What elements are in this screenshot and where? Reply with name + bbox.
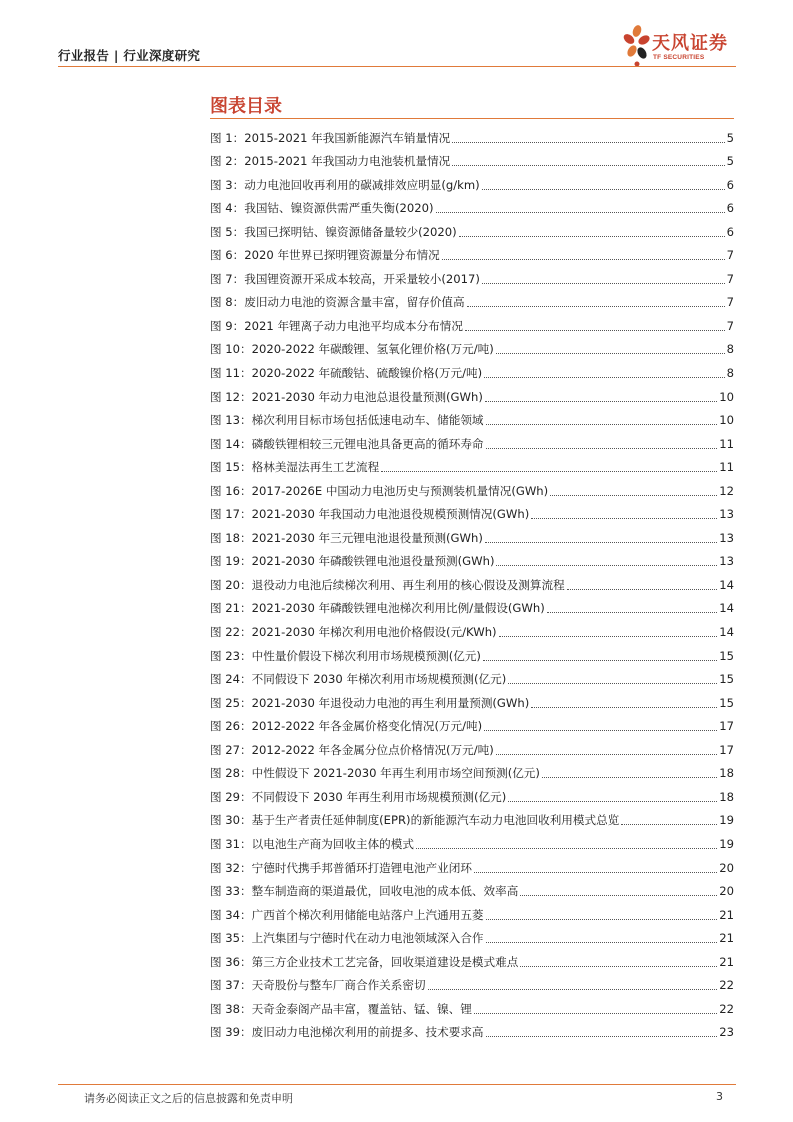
toc-entry-label: 图 27：2012-2022 年各金属分位点价格情况(万元/吨)	[210, 742, 494, 757]
toc-dot-leader	[483, 660, 717, 661]
toc-entry[interactable]	[210, 758, 734, 782]
toc-entry[interactable]	[210, 640, 734, 664]
toc-entry-page: 14	[719, 601, 734, 616]
toc-entry-label: 图 30：基于生产者责任延伸制度(EPR)的新能源汽车动力电池回收利用模式总览	[210, 813, 620, 828]
toc-entry-page: 13	[719, 554, 734, 569]
toc-entry-page: 6	[726, 224, 734, 239]
toc-dot-leader	[459, 236, 725, 237]
toc-entry-label: 图 12：2021-2030 年动力电池总退役量预测(GWh)	[210, 389, 483, 404]
toc-dot-leader	[381, 471, 717, 472]
brand-logo	[622, 24, 742, 70]
toc-entry[interactable]	[210, 805, 734, 829]
toc-entry[interactable]	[210, 452, 734, 476]
toc-entry-page: 22	[719, 978, 734, 993]
toc-entry[interactable]	[210, 828, 734, 852]
toc-dot-leader	[486, 424, 718, 425]
toc-entry-page: 19	[719, 836, 734, 851]
toc-dot-leader	[531, 707, 717, 708]
toc-entry-page: 7	[726, 248, 734, 263]
toc-entry-label: 图 35：上汽集团与宁德时代在动力电池领域深入合作	[210, 931, 484, 946]
toc-dot-leader	[508, 801, 717, 802]
toc-entry-page: 5	[726, 154, 734, 169]
toc-dot-leader	[496, 754, 717, 755]
toc-entry-label: 图 21：2021-2030 年磷酸铁锂电池梯次利用比例/量假设(GWh)	[210, 601, 545, 616]
toc-entry-label: 图 18：2021-2030 年三元锂电池退役量预测(GWh)	[210, 530, 483, 545]
toc-dot-leader	[428, 989, 718, 990]
toc-entry-page: 15	[719, 695, 734, 710]
toc-entry-label: 图 14：磷酸铁锂相较三元锂电池具备更高的循环寿命	[210, 436, 484, 451]
toc-entry[interactable]	[210, 923, 734, 947]
toc-entry-label: 图 4：我国钴、镍资源供需严重失衡(2020)	[210, 201, 434, 216]
toc-entry[interactable]	[210, 263, 734, 287]
toc-entry-page: 7	[726, 318, 734, 333]
toc-dot-leader	[484, 377, 724, 378]
toc-dot-leader	[436, 212, 725, 213]
toc-entry-page: 21	[719, 907, 734, 922]
toc-entry[interactable]	[210, 687, 734, 711]
toc-entry-page: 18	[719, 789, 734, 804]
toc-entry[interactable]	[210, 357, 734, 381]
toc-entry[interactable]	[210, 240, 734, 264]
toc-entry-label: 图 37：天奇股份与整车厂商合作关系密切	[210, 978, 426, 993]
toc-entry[interactable]	[210, 334, 734, 358]
toc-dot-leader	[486, 1036, 718, 1037]
toc-dot-leader	[485, 401, 717, 402]
toc-entry[interactable]	[210, 616, 734, 640]
toc-entry-page: 17	[719, 719, 734, 734]
toc-entry[interactable]	[210, 546, 734, 570]
toc-dot-leader	[486, 448, 718, 449]
toc-entry-page: 6	[726, 201, 734, 216]
toc-entry-page: 17	[719, 742, 734, 757]
toc-entry[interactable]	[210, 193, 734, 217]
toc-entry[interactable]	[210, 593, 734, 617]
toc-entry-page: 15	[719, 648, 734, 663]
header-divider	[58, 66, 736, 67]
toc-entry[interactable]	[210, 122, 734, 146]
toc-entry[interactable]	[210, 946, 734, 970]
toc-entry[interactable]	[210, 169, 734, 193]
toc-entry[interactable]	[210, 216, 734, 240]
toc-entry-page: 23	[719, 1025, 734, 1040]
toc-dot-leader	[442, 259, 725, 260]
toc-entry-label: 图 8：废旧动力电池的资源含量丰富，留存价值高	[210, 295, 465, 310]
toc-dot-leader	[542, 777, 717, 778]
toc-entry-label: 图 7：我国锂资源开采成本较高，开采量较小(2017)	[210, 271, 480, 286]
toc-entry[interactable]	[210, 970, 734, 994]
toc-dot-leader	[474, 872, 717, 873]
toc-entry[interactable]	[210, 428, 734, 452]
toc-entry-page: 12	[719, 483, 734, 498]
toc-entry-label: 图 13：梯次利用目标市场包括低速电动车、储能领域	[210, 413, 484, 428]
footer-disclaimer: 请务必阅读正文之后的信息披露和免责申明	[84, 1092, 293, 1105]
toc-entry[interactable]	[210, 852, 734, 876]
toc-entry[interactable]	[210, 405, 734, 429]
toc-entry-label: 图 24：不同假设下 2030 年梯次利用市场规模预测(亿元)	[210, 672, 507, 687]
toc-entry[interactable]	[210, 381, 734, 405]
toc-dot-leader	[486, 919, 718, 920]
footer-divider	[58, 1084, 736, 1085]
toc-entry[interactable]	[210, 781, 734, 805]
toc-entry[interactable]	[210, 146, 734, 170]
toc-entry-page: 21	[719, 931, 734, 946]
toc-entry-label: 图 20：退役动力电池后续梯次利用、再生利用的核心假设及测算流程	[210, 577, 565, 592]
toc-dot-leader	[465, 330, 725, 331]
toc-entry-page: 13	[719, 530, 734, 545]
flower-logo-icon	[622, 24, 652, 68]
toc-entry-label: 图 19：2021-2030 年磷酸铁锂电池退役量预测(GWh)	[210, 554, 495, 569]
toc-entry[interactable]	[210, 899, 734, 923]
toc-list	[210, 122, 734, 1040]
toc-entry-page: 5	[726, 130, 734, 145]
toc-entry[interactable]	[210, 711, 734, 735]
toc-entry-label: 图 15：格林美湿法再生工艺流程	[210, 460, 380, 475]
toc-entry-label: 图 25：2021-2030 年退役动力电池的再生利用量预测(GWh)	[210, 695, 530, 710]
toc-entry-label: 图 31：以电池生产商为回收主体的模式	[210, 836, 414, 851]
toc-entry-page: 6	[726, 177, 734, 192]
toc-entry-page: 21	[719, 954, 734, 969]
toc-dot-leader	[452, 165, 724, 166]
toc-dot-leader	[567, 589, 718, 590]
report-category: 行业报告 | 行业深度研究	[58, 48, 201, 63]
toc-dot-leader	[496, 565, 717, 566]
toc-entry-label: 图 3：动力电池回收再利用的碳减排效应明显(g/km)	[210, 177, 480, 192]
toc-title: 图表目录	[210, 96, 282, 117]
toc-entry-page: 13	[719, 507, 734, 522]
toc-dot-leader	[482, 189, 725, 190]
toc-entry[interactable]	[210, 876, 734, 900]
toc-entry-label: 图 32：宁德时代携手邦普循环打造锂电池产业闭环	[210, 860, 472, 875]
toc-dot-leader	[416, 848, 717, 849]
toc-entry-label: 图 6：2020 年世界已探明锂资源量分布情况	[210, 248, 440, 263]
toc-entry-page: 11	[719, 460, 734, 475]
toc-entry[interactable]	[210, 499, 734, 523]
toc-dot-leader	[520, 895, 717, 896]
toc-entry-page: 10	[719, 389, 734, 404]
toc-entry[interactable]	[210, 993, 734, 1017]
toc-dot-leader	[452, 142, 724, 143]
toc-dot-leader	[486, 942, 718, 943]
toc-entry-label: 图 5：我国已探明钴、镍资源储备量较少(2020)	[210, 224, 457, 239]
toc-entry-label: 图 28：中性假设下 2021-2030 年再生利用市场空间预测(亿元)	[210, 766, 540, 781]
toc-entry-page: 10	[719, 413, 734, 428]
toc-entry-label: 图 1：2015-2021 年我国新能源汽车销量情况	[210, 130, 451, 145]
toc-dot-leader	[621, 824, 717, 825]
toc-entry-label: 图 22：2021-2030 年梯次利用电池价格假设(元/KWh)	[210, 625, 497, 640]
toc-entry-label: 图 9：2021 年锂离子动力电池平均成本分布情况	[210, 318, 463, 333]
toc-dot-leader	[485, 542, 717, 543]
page-number: 3	[716, 1090, 723, 1103]
toc-entry[interactable]	[210, 475, 734, 499]
toc-entry-page: 14	[719, 625, 734, 640]
toc-dot-leader	[496, 353, 725, 354]
toc-dot-leader	[467, 306, 725, 307]
toc-entry-label: 图 29：不同假设下 2030 年再生利用市场规模预测(亿元)	[210, 789, 507, 804]
toc-entry[interactable]	[210, 1017, 734, 1041]
toc-entry-page: 20	[719, 860, 734, 875]
toc-dot-leader	[550, 495, 717, 496]
toc-title-divider	[210, 118, 734, 119]
toc-dot-leader	[484, 730, 717, 731]
toc-entry-page: 15	[719, 672, 734, 687]
toc-entry-label: 图 39：废旧动力电池梯次利用的前提多、技术要求高	[210, 1025, 484, 1040]
toc-entry-label: 图 2：2015-2021 年我国动力电池装机量情况	[210, 154, 451, 169]
toc-entry-page: 22	[719, 1001, 734, 1016]
toc-entry[interactable]	[210, 310, 734, 334]
toc-dot-leader	[520, 966, 717, 967]
toc-entry-label: 图 33：整车制造商的渠道最优，回收电池的成本低、效率高	[210, 884, 519, 899]
toc-entry-page: 8	[726, 366, 734, 381]
toc-dot-leader	[474, 1013, 717, 1014]
toc-entry-page: 7	[726, 271, 734, 286]
toc-entry[interactable]	[210, 734, 734, 758]
toc-dot-leader	[499, 636, 718, 637]
brand-name-en: TF SECURITIES	[653, 54, 705, 61]
toc-entry-label: 图 16：2017-2026E 中国动力电池历史与预测装机量情况(GWh)	[210, 483, 549, 498]
toc-entry-label: 图 23：中性量价假设下梯次利用市场规模预测(亿元)	[210, 648, 481, 663]
toc-dot-leader	[482, 283, 725, 284]
brand-name-cn: 天风证券	[652, 33, 728, 54]
toc-entry-label: 图 26：2012-2022 年各金属价格变化情况(万元/吨)	[210, 719, 483, 734]
toc-dot-leader	[531, 518, 717, 519]
toc-entry-label: 图 11：2020-2022 年硫酸钴、硫酸镍价格(万元/吨)	[210, 366, 483, 381]
toc-entry-page: 8	[726, 342, 734, 357]
toc-entry-label: 图 36：第三方企业技术工艺完备，回收渠道建设是模式难点	[210, 954, 519, 969]
toc-entry[interactable]	[210, 287, 734, 311]
toc-entry-page: 11	[719, 436, 734, 451]
toc-entry-label: 图 34：广西首个梯次利用储能电站落户上汽通用五菱	[210, 907, 484, 922]
toc-entry-page: 20	[719, 884, 734, 899]
toc-dot-leader	[547, 612, 717, 613]
toc-entry[interactable]	[210, 522, 734, 546]
toc-entry-label: 图 38：天奇金泰阁产品丰富，覆盖钴、锰、镍、锂	[210, 1001, 472, 1016]
toc-dot-leader	[508, 683, 717, 684]
toc-entry-page: 7	[726, 295, 734, 310]
toc-entry-label: 图 10：2020-2022 年碳酸锂、氢氧化锂价格(万元/吨)	[210, 342, 494, 357]
toc-entry-page: 18	[719, 766, 734, 781]
toc-entry[interactable]	[210, 569, 734, 593]
toc-entry-page: 19	[719, 813, 734, 828]
toc-entry-label: 图 17：2021-2030 年我国动力电池退役规模预测情况(GWh)	[210, 507, 530, 522]
toc-entry[interactable]	[210, 664, 734, 688]
toc-entry-page: 14	[719, 577, 734, 592]
